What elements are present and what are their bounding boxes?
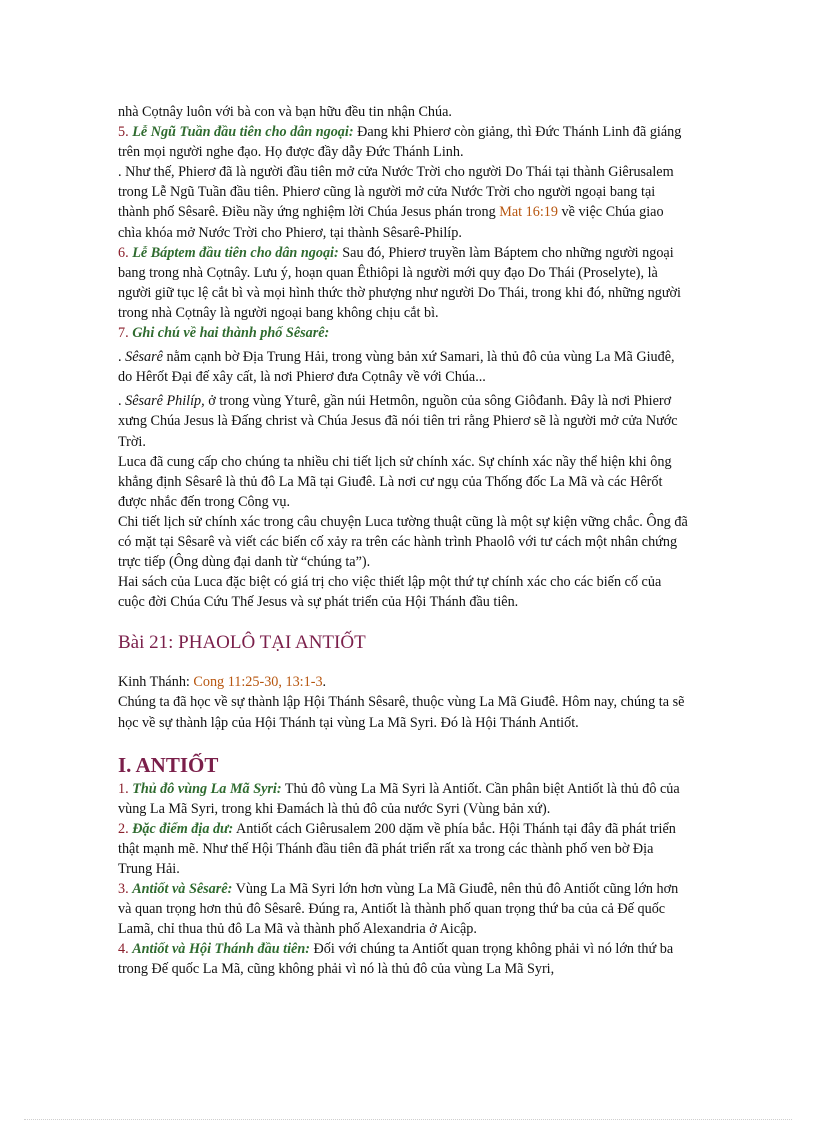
document-page [118,102,688,980]
note-text: ở trong vùng Yturê, gần núi Hetmôn, nguồn của sông Giôđanh. Đây là nơi Phierơ xưng Chúa Jesus là Đấng christ và Chúa Jesus đã nói tiên tri rằng Phierơ sẽ là người mở cửa Nước Trời. [118,393,678,450]
section-heading: I. ANTIỐT [118,752,219,777]
note-text: nằm cạnh bờ Địa Trung Hải, trong vùng bản xứ Samari, là thủ đô của vùng La Mã Giuđê, do Hêrốt Đại đế xây cất, là nơi Phierơ đưa Cọtnây về với Chúa... [118,349,675,386]
note-sesare-philip [118,391,688,451]
item-text: Antiốt cách Giêrusalem 200 dặm về phía bắc. Hội Thánh tại đây đã phát triển thật mạnh mẽ. Như thế Hội Thánh đầu tiên đã phát triển rất xa trong các thành phố ven bờ Địa Trung Hải. [118,820,676,877]
item-heading: Lễ Ngũ Tuần đầu tiên cho dân ngoại: [132,124,354,141]
intro-paragraph: nhà Cọtnây luôn với bà con và bạn hữu đều tin nhận Chúa. [118,104,452,120]
section-item-3 [118,879,688,939]
paragraph-luca-2: Chi tiết lịch sử chính xác trong câu chuyện Luca tường thuật cũng là một sự kiện vững chắc. Ông đã có mặt tại Sêsarê và viết các biến cố xảy ra trên các hành trình Phaolô với tư cách một nhân chứng trực tiếp (Ông dùng đại danh từ “chúng ta”). [118,513,688,571]
bullet-prefix: . [118,349,126,366]
section-item-1 [118,779,688,819]
item-number: 3. [118,881,129,898]
section-item-2 [118,819,688,879]
paragraph-luca-3: Hai sách của Luca đặc biệt có giá trị cho việc thiết lập một thứ tự chính xác cho các biến cố của cuộc đời Chúa Cứu Thế Jesus và sự phát triển của Hội Thánh đầu tiên. [118,574,662,611]
item-heading: Lễ Báptem đầu tiên cho dân ngoại: [132,244,339,261]
bullet-prefix: . [118,393,126,410]
paragraph-luca-1: Luca đã cung cấp cho chúng ta nhiều chi tiết lịch sử chính xác. Sự chính xác nầy thể hiện khi ông khẳng định Sêsarê là thủ đô La Mã tại Giuđê. Là nơi cư ngụ của Thống đốc La Mã và các Hêrốt được nhắc đến trong Công vụ. [118,453,672,510]
item-number: 5. [118,124,129,141]
bible-reference-link[interactable]: Mat 16:19 [499,204,558,221]
bible-end: . [322,674,327,691]
section-item-4 [118,939,688,979]
item-5 [118,122,688,162]
item-text: Thủ đô vùng La Mã Syri là Antiốt. Cần phân biệt Antiốt là thủ đô của vùng La Mã Syri, trong khi Đamách là thủ đô của nước Syri (Vùng bản xứ). [118,780,680,817]
item-number: 6. [118,244,129,261]
item-6 [118,243,688,323]
item-text: Vùng La Mã Syri lớn hơn vùng La Mã Giuđê, nên thủ đô Antiốt cũng lớn hơn và quan trọng hơn thủ đô Sêsarê. Đúng ra, Antiốt là thành phố quan trọng thứ ba của cả Đế quốc Lamã, chỉ thua thủ đô La Mã và thành phố Alexandria ở Aicập. [118,881,679,938]
paragraph-text: . Như thế, Phierơ đã là người đầu tiên mở cửa Nước Trời cho người Do Thái tại thành Giêrusalem trong Lễ Ngũ Tuần đầu tiên. Phierơ cũng là người mở cửa Nước Trời cho người ngoại bang tại thành phố Sêsarê. Điều nầy ứng nghiệm lời Chúa Jesus phán trong [118,164,674,221]
paragraph-text: về việc Chúa giao chìa khóa mở Nước Trời cho Phierơ, tại thành Sêsarê-Philíp. [118,204,664,241]
bible-reference-line [118,672,688,692]
paragraph-nhu-the [118,162,688,242]
page-bottom-border [24,1119,792,1120]
note-sesare [118,347,688,387]
item-7 [118,323,688,343]
item-text: Sau đó, Phierơ truyền làm Báptem cho những người ngoại bang trong nhà Cọtnây. Lưu ý, hoạn quan Êthiôpi là người mới quy đạo Do Thái (Proselyte), là người giữ tục lệ cắt bì và mọi hình thức thờ phượng như người Do Thái, trong khi đó, những người trong nhà Cọtnây là người ngoại bang không chịu cắt bì. [118,244,681,321]
item-heading: Ghi chú về hai thành phố Sêsarê: [132,325,330,342]
item-heading: Antiốt và Hội Thánh đầu tiên: [132,941,310,958]
item-number: 4. [118,941,129,958]
item-heading: Thủ đô vùng La Mã Syri: [132,780,282,797]
item-heading: Antiốt và Sêsarê: [132,881,233,898]
bible-label: Kinh Thánh: [118,674,194,691]
item-number: 1. [118,780,129,797]
bible-reference-link[interactable]: Cong 11:25-30, 13:1-3 [193,674,323,691]
city-name: Sêsarê Philíp, [125,393,205,410]
lesson-title: Bài 21: PHAOLÔ TẠI ANTIỐT [118,632,366,654]
item-text: Đang khi Phierơ còn giảng, thì Đức Thánh Linh đã giáng trên mọi người nghe đạo. Họ được đầy dẫy Đức Thánh Linh. [118,124,682,161]
intro-lesson-paragraph: Chúng ta đã học về sự thành lập Hội Thánh Sêsarê, thuộc vùng La Mã Giuđê. Hôm nay, chúng ta sẽ học về sự thành lập của Hội Thánh tại vùng La Mã Syri. Đó là Hội Thánh Antiốt. [118,694,685,731]
item-heading: Đặc điểm địa dư: [132,820,234,837]
city-name: Sêsarê [125,349,163,366]
item-number: 2. [118,820,129,837]
item-text: Đối với chúng ta Antiốt quan trọng không phải vì nó lớn thứ ba trong Đế quốc La Mã, cũng không phải vì nó là thủ đô của vùng La Mã Syri, [118,941,674,978]
item-number: 7. [118,325,129,342]
